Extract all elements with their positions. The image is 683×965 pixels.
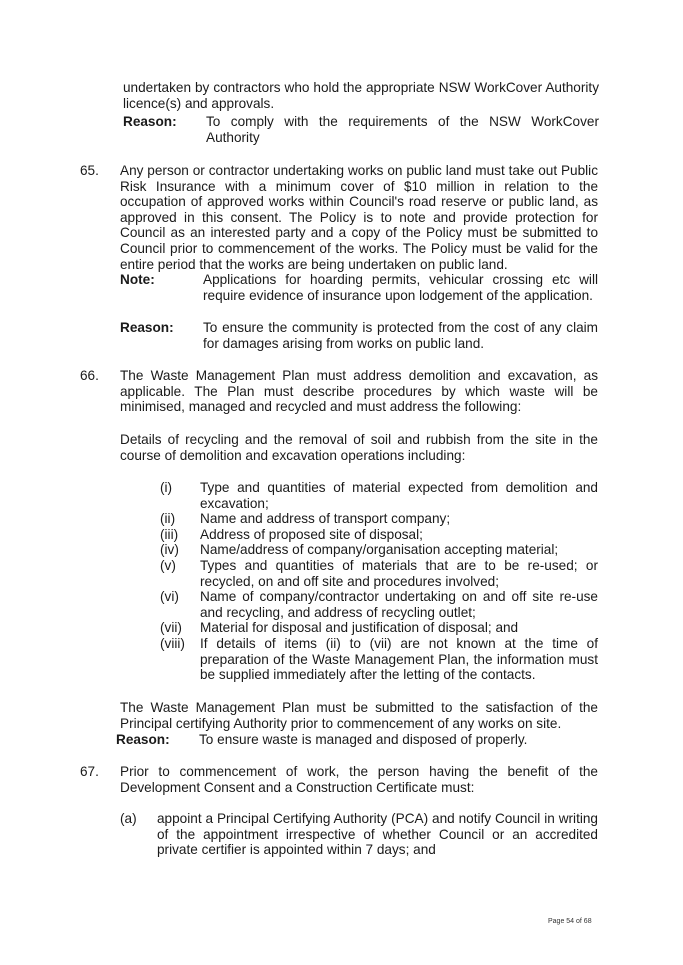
reason-text: To comply with the requirements of the NSW WorkCover Authority (206, 114, 599, 145)
condition-67-text: Prior to commencement of work, the person having the benefit of the Development Consent and a Construction Certificate must: (120, 764, 598, 795)
item-text: Address of proposed site of disposal; (200, 526, 423, 542)
waste-items-list (160, 480, 598, 683)
item-text: Type and quantities of material expected from demolition and excavation; (200, 480, 598, 511)
item-number: (vi) (160, 589, 179, 605)
condition-number: 66. (80, 368, 99, 383)
intro-paragraph: undertaken by contractors who hold the appropriate NSW WorkCover Authority licence(s) and approvals. (123, 80, 599, 111)
item-number: (iv) (160, 542, 179, 558)
condition-number: 67. (80, 764, 99, 779)
item-text: Name/address of company/organisation accepting material; (200, 542, 559, 558)
note-text: Applications for hoarding permits, vehicular crossing etc will require evidence of insurance upon lodgement of the application. (203, 272, 598, 303)
item-text: Material for disposal and justification of disposal; and (200, 620, 519, 636)
item-text: Types and quantities of materials that are to be re-used; or recycled, on and off site and procedures involved; (200, 557, 598, 589)
condition-66-closing: The Waste Management Plan must be submitted to the satisfaction of the Principal certifying Authority prior to commencement of any works on site. (120, 700, 598, 731)
item-number: (iii) (160, 526, 179, 542)
list-item (160, 480, 598, 511)
item-number: (ii) (160, 511, 176, 527)
condition-65-text: Any person or contractor undertaking works on public land must take out Public Risk Insurance with a minimum cover of $10 million in relation to the occupation of approved works within Council's road reserve or public land, as approved in this consent. The Policy is to note and provide protection for Council as an interested party and a copy of the Policy must be submitted to Council prior to commencement of the works. The Policy must be valid for the entire period that the works are being undertaken on public land. (120, 163, 598, 272)
item-number: (i) (160, 480, 173, 495)
note-label: Note: (120, 272, 155, 287)
intro-reason (123, 114, 599, 145)
condition-65-note (120, 272, 598, 303)
condition-65-reason (120, 320, 598, 351)
item-number: (vii) (160, 620, 182, 636)
item-text: Name and address of transport company; (200, 511, 451, 527)
list-item (160, 620, 598, 636)
list-item (160, 527, 598, 543)
reason-label: Reason: (120, 320, 174, 335)
reason-label: Reason: (116, 732, 170, 747)
list-item (160, 558, 598, 589)
page-number: Page 54 of 68 (548, 918, 592, 925)
item-text: Name of company/contractor undertaking on and off site re-use and recycling, and address of recycling outlet; (200, 589, 598, 620)
list-item (160, 511, 598, 527)
condition-66-reason (116, 732, 598, 748)
subitem-text: appoint a Principal Certifying Authority (PCA) and notify Council in writing of the appointment irrespective of whether Council or an accredited private certifier is appointed within 7 days; and (157, 811, 598, 858)
subitem-label: (a) (120, 811, 137, 826)
condition-66-text: The Waste Management Plan must address demolition and excavation, as applicable. The Plan must describe procedures by which waste will be minimised, managed and recycled and must address the following: (120, 368, 598, 415)
list-item (160, 542, 598, 558)
reason-label: Reason: (123, 114, 177, 129)
list-item (160, 636, 598, 683)
reason-text: To ensure waste is managed and disposed of properly. (199, 732, 528, 747)
reason-text: To ensure the community is protected from the cost of any claim for damages arising from works on public land. (203, 320, 598, 351)
item-text: If details of items (ii) to (vii) are not known at the time of preparation of the Waste Management Plan, the information must be supplied immediately after the letting of the contacts. (200, 635, 598, 683)
condition-67-subitem (120, 811, 598, 858)
condition-number: 65. (80, 163, 99, 178)
condition-66-details: Details of recycling and the removal of soil and rubbish from the site in the course of demolition and excavation operations including: (120, 432, 598, 463)
list-item (160, 589, 598, 620)
item-number: (v) (160, 557, 176, 573)
item-number: (viii) (160, 635, 185, 651)
